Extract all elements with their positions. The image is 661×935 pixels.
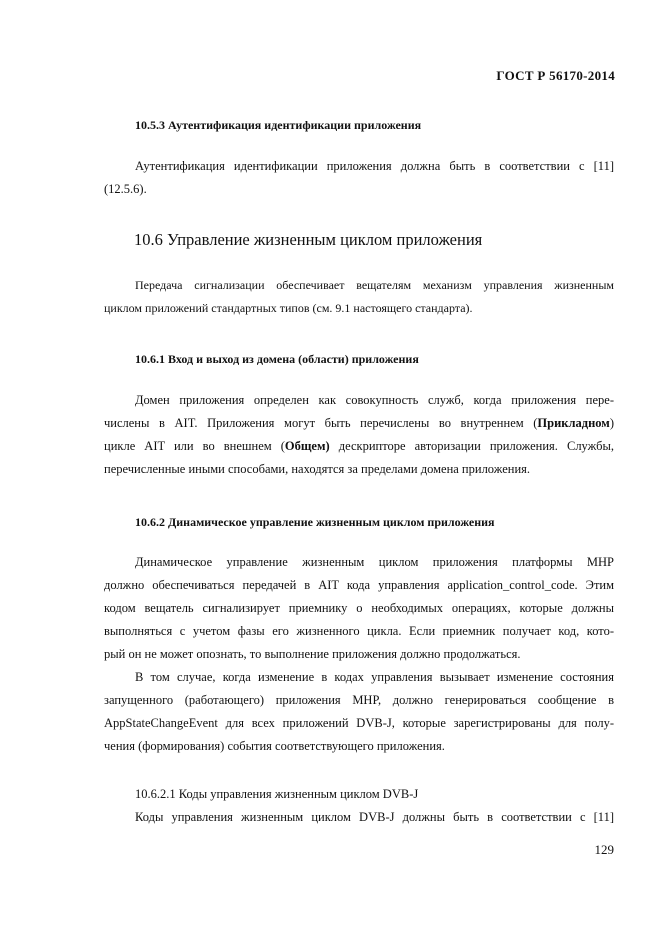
paragraph-line: В том случае, когда изменение в кодах управления вызывает изменение состояния — [135, 670, 614, 684]
paragraph-line: Динамическое управление жизненным циклом приложения платформы MHP — [135, 555, 614, 569]
section-heading-10-6-2: 10.6.2 Динамическое управление жизненным циклом приложения — [135, 515, 495, 529]
paragraph-line: должно обеспечиваться передачей в AIT кода управления application_control_code. Этим — [104, 578, 614, 592]
paragraph-line: Передача сигнализации обеспечивает вещателям механизм управления жизненным — [135, 278, 614, 292]
page-number: 129 — [594, 842, 614, 857]
paragraph-line: (12.5.6). — [104, 182, 147, 196]
section-heading-10-6: 10.6 Управление жизненным циклом приложения — [134, 230, 483, 249]
paragraph-line: Домен приложения определен как совокупность служб, когда приложения пере- — [135, 393, 614, 407]
section-heading-10-6-2-1: 10.6.2.1 Коды управления жизненным циклом DVB-J — [135, 787, 419, 801]
text-run: дескрипторе авторизации приложения. Службы, — [329, 439, 614, 453]
bold-term-prikladnom: Прикладном — [537, 416, 610, 430]
paragraph-10-6-1 — [104, 389, 614, 481]
paragraph-10-6-2-1 — [104, 551, 614, 666]
text-run: ) — [609, 416, 614, 430]
paragraph-line: Коды управления жизненным циклом DVB-J должны быть в соответствии с [11] — [135, 810, 614, 824]
paragraph-line: перечисленные иными способами, находятся за пределами домена приложения. — [104, 462, 531, 476]
bold-term-obshchem: Общем) — [284, 439, 330, 453]
paragraph-line: кодом вещатель сигнализирует приемнику о необходимых операциях, которые должны — [104, 601, 614, 615]
standard-designation: ГОСТ Р 56170-2014 — [496, 68, 615, 83]
paragraph-line: выполняться с учетом фазы его жизненного цикла. Если приемник получает код, кото- — [104, 624, 614, 638]
paragraph-10-5-3 — [104, 155, 614, 201]
paragraph-10-6-2-1-text — [104, 806, 614, 829]
paragraph-line — [104, 435, 614, 458]
text-run: цикле AIT или во внешнем ( — [104, 439, 285, 453]
paragraph-line — [104, 412, 614, 435]
text-run: числены в AIT. Приложения могут быть перечислены во внутреннем ( — [104, 416, 538, 430]
section-heading-10-6-1: 10.6.1 Вход и выход из домена (области) приложения — [135, 352, 419, 366]
paragraph-line: Аутентификация идентификации приложения должна быть в соответствии с [11] — [135, 159, 614, 173]
section-heading-10-5-3: 10.5.3 Аутентификация идентификации приложения — [135, 118, 422, 132]
paragraph-line: запущенного (работающего) приложения MHP, должно генерироваться сообщение в — [104, 693, 614, 707]
paragraph-10-6-2-2 — [104, 666, 614, 758]
paragraph-10-6 — [104, 274, 614, 320]
paragraph-line: рый он не может опознать, то выполнение приложения должно продолжаться. — [104, 647, 521, 661]
paragraph-line: циклом приложений стандартных типов (см. 9.1 настоящего стандарта). — [104, 301, 473, 315]
paragraph-line: чения (формирования) события соответствующего приложения. — [104, 739, 445, 753]
paragraph-line: AppStateChangeEvent для всех приложений DVB-J, которые зарегистрированы для полу- — [104, 716, 614, 730]
